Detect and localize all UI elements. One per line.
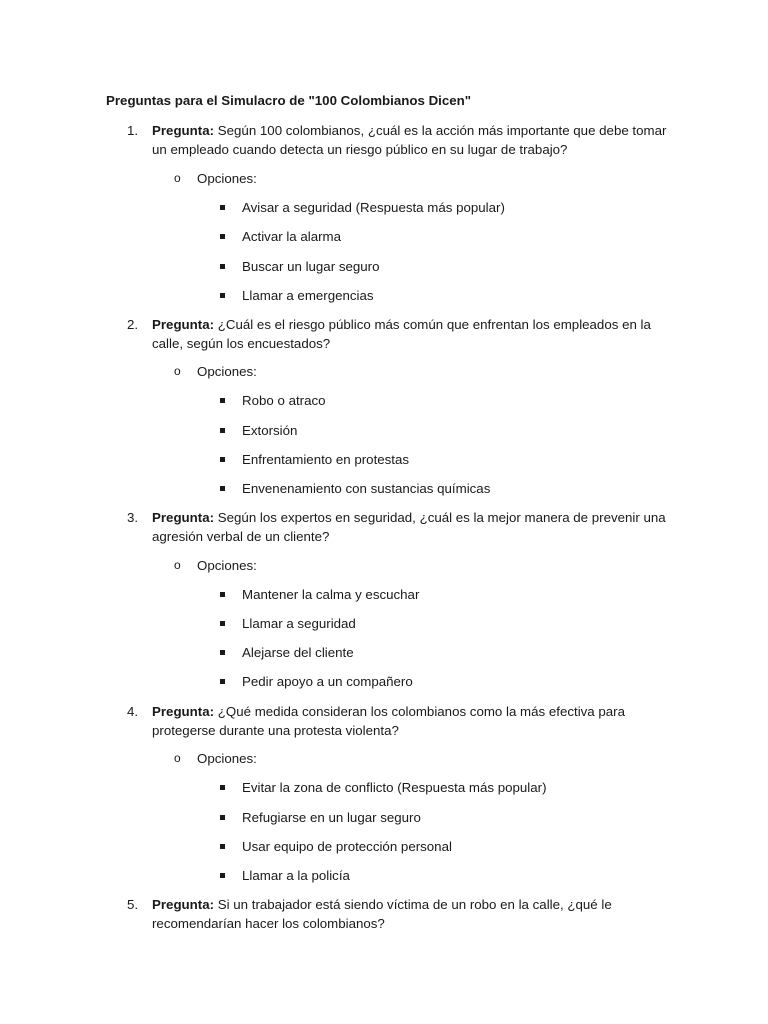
option-text: Refugiarse en un lugar seguro <box>242 810 421 825</box>
question-number: 3. <box>127 510 139 525</box>
option-text: Buscar un lugar seguro <box>242 259 380 274</box>
question-label: Pregunta: <box>152 510 215 525</box>
option-text: Alejarse del cliente <box>242 645 354 660</box>
question-body: Según los expertos en seguridad, ¿cuál es la mejor manera de prevenir una agresión verbal de un cliente? <box>152 510 666 544</box>
square-bullet-icon <box>220 457 225 462</box>
option-text: Evitar la zona de conflicto (Respuesta más popular) <box>242 780 547 795</box>
options-label: Opciones: <box>197 364 257 379</box>
square-bullet-icon <box>220 679 225 684</box>
options-label: Opciones: <box>197 751 257 766</box>
circle-bullet-icon: o <box>174 364 181 378</box>
square-bullet-icon <box>220 621 225 626</box>
square-bullet-icon <box>220 650 225 655</box>
square-bullet-icon <box>220 486 225 491</box>
option-text: Llamar a seguridad <box>242 616 356 631</box>
square-bullet-icon <box>220 785 225 790</box>
question-text <box>152 315 672 353</box>
circle-bullet-icon: o <box>174 171 181 185</box>
square-bullet-icon <box>220 844 225 849</box>
square-bullet-icon <box>220 293 225 298</box>
question-text <box>152 508 672 546</box>
question-body: ¿Cuál es el riesgo público más común que enfrentan los empleados en la calle, según los encuestados? <box>152 317 651 351</box>
circle-bullet-icon: o <box>174 751 181 765</box>
question-number: 1. <box>127 123 139 138</box>
option-text: Usar equipo de protección personal <box>242 839 452 854</box>
option-text: Enfrentamiento en protestas <box>242 452 410 467</box>
square-bullet-icon <box>220 398 225 403</box>
question-body: Si un trabajador está siendo víctima de un robo en la calle, ¿qué le recomendarían hacer los colombianos? <box>152 897 612 931</box>
question-number: 5. <box>127 897 139 912</box>
option-text: Extorsión <box>242 423 298 438</box>
options-label: Opciones: <box>197 558 257 573</box>
question-label: Pregunta: <box>152 897 215 912</box>
question-label: Pregunta: <box>152 704 215 719</box>
square-bullet-icon <box>220 234 225 239</box>
option-text: Avisar a seguridad (Respuesta más popular) <box>242 200 505 215</box>
option-text: Llamar a la policía <box>242 868 350 883</box>
option-text: Envenenamiento con sustancias químicas <box>242 481 491 496</box>
option-text: Llamar a emergencias <box>242 288 374 303</box>
options-label: Opciones: <box>197 171 257 186</box>
document-title: Preguntas para el Simulacro de "100 Colombianos Dicen" <box>106 93 472 108</box>
circle-bullet-icon: o <box>174 558 181 572</box>
square-bullet-icon <box>220 592 225 597</box>
question-text <box>152 895 672 933</box>
question-label: Pregunta: <box>152 317 215 332</box>
question-number: 4. <box>127 704 139 719</box>
option-text: Robo o atraco <box>242 393 326 408</box>
square-bullet-icon <box>220 815 225 820</box>
question-body: ¿Qué medida consideran los colombianos como la más efectiva para protegerse durante una protesta violenta? <box>152 704 626 738</box>
option-text: Mantener la calma y escuchar <box>242 587 420 602</box>
question-number: 2. <box>127 317 139 332</box>
option-text: Pedir apoyo a un compañero <box>242 674 413 689</box>
question-text <box>152 121 672 159</box>
square-bullet-icon <box>220 873 225 878</box>
square-bullet-icon <box>220 264 225 269</box>
square-bullet-icon <box>220 428 225 433</box>
question-body: Según 100 colombianos, ¿cuál es la acción más importante que debe tomar un empleado cuando detecta un riesgo público en su lugar de trabajo? <box>152 123 667 157</box>
question-text <box>152 702 672 740</box>
option-text: Activar la alarma <box>242 229 342 244</box>
square-bullet-icon <box>220 205 225 210</box>
question-label: Pregunta: <box>152 123 215 138</box>
